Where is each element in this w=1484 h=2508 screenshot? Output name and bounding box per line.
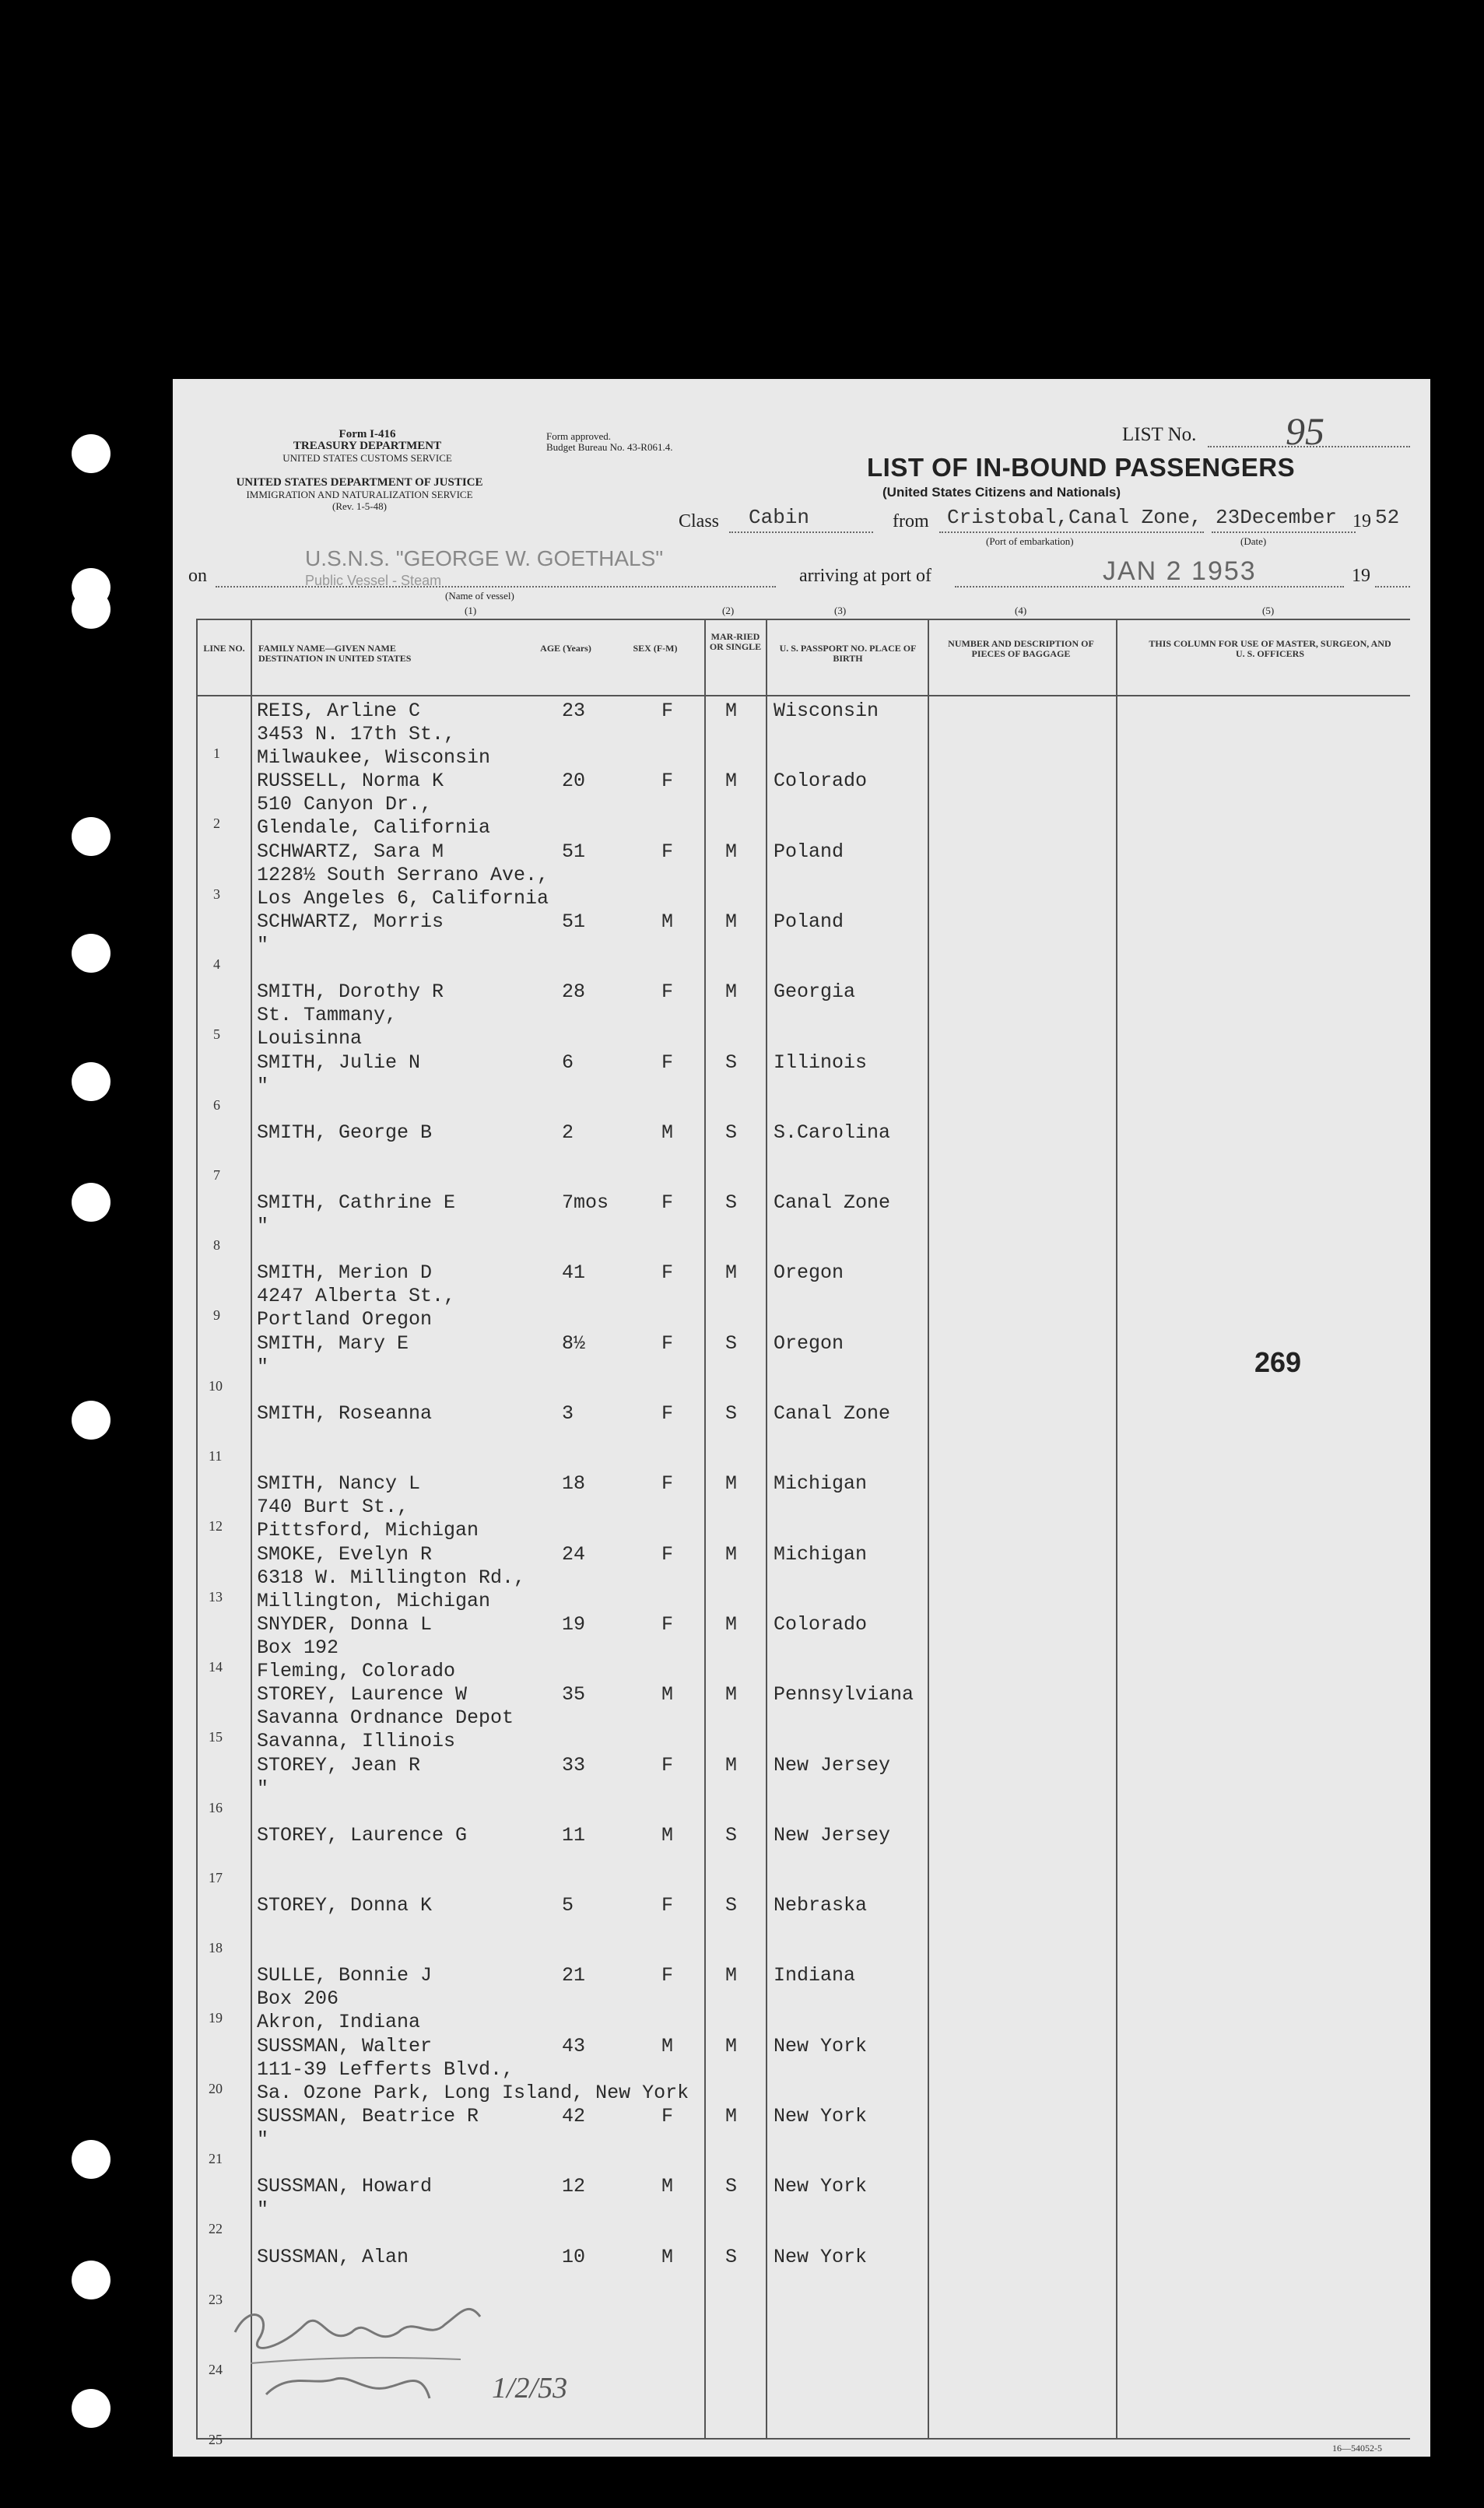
passenger-sex: M — [661, 1683, 674, 1706]
col-header-line-no: LINE NO. — [203, 643, 245, 654]
line-number: 15 — [209, 1729, 223, 1745]
passenger-marital: M — [725, 1964, 738, 1987]
col-header-baggage: NUMBER AND DESCRIPTION OF PIECES OF BAGGAGE — [948, 638, 1094, 659]
line-number: 1 — [213, 745, 220, 761]
passenger-age: 6 — [562, 1051, 574, 1074]
passenger-address-2: Savanna, Illinois — [257, 1730, 456, 1753]
col-divider — [704, 619, 706, 2440]
line-number: 23 — [209, 2291, 223, 2307]
form-number: Form I-416 — [339, 428, 396, 440]
col-header-name: FAMILY NAME—GIVEN NAME DESTINATION IN UNITED STATES — [258, 643, 412, 664]
vessel-name: U.S.N.S. "GEORGE W. GOETHALS" — [305, 546, 664, 570]
passenger-sex: F — [661, 2105, 674, 2127]
passenger-address-1: " — [257, 1355, 269, 1378]
passenger-sex: M — [661, 1121, 674, 1144]
passenger-sex: F — [661, 1964, 674, 1987]
passenger-address-1: " — [257, 933, 269, 956]
passenger-sex: M — [661, 2175, 674, 2198]
passenger-age: 18 — [562, 1472, 586, 1496]
passenger-age: 51 — [562, 910, 586, 933]
line-number: 14 — [209, 1658, 223, 1675]
passenger-birthplace: Canal Zone — [774, 1402, 891, 1425]
passenger-sex: F — [661, 1894, 674, 1917]
passenger-birthplace: Poland — [774, 840, 844, 863]
passenger-birthplace: Colorado — [774, 770, 868, 793]
passenger-sex: F — [661, 1542, 674, 1566]
passenger-age: 10 — [562, 2245, 586, 2268]
passenger-marital: M — [725, 910, 738, 933]
col-num-2: (2) — [722, 605, 735, 616]
passenger-marital: M — [725, 2034, 738, 2057]
passenger-marital: S — [725, 2175, 738, 2198]
passenger-sex: F — [661, 1472, 674, 1496]
passenger-birthplace: Poland — [774, 910, 844, 933]
arriving-label: arriving at port of — [799, 566, 931, 586]
punch-hole — [72, 2261, 111, 2299]
passenger-marital: M — [725, 2105, 738, 2127]
passenger-marital: M — [725, 1753, 738, 1777]
passenger-age: 12 — [562, 2175, 586, 2198]
passenger-sex: M — [661, 1823, 674, 1847]
col-divider — [1116, 619, 1117, 2440]
passenger-birthplace: Wisconsin — [774, 700, 879, 722]
passenger-address-2: Akron, Indiana — [257, 2011, 421, 2034]
passenger-name: STOREY, Laurence G — [257, 1823, 468, 1847]
class-line — [729, 531, 873, 533]
line-number: 6 — [213, 1096, 220, 1113]
passenger-name: SCHWARTZ, Morris — [257, 910, 444, 933]
passenger-marital: S — [725, 2245, 738, 2268]
passenger-sex: F — [661, 1331, 674, 1355]
passenger-marital: S — [725, 1894, 738, 1917]
passenger-address-2: Sa. Ozone Park, Long Island, New York — [257, 2081, 689, 2104]
passenger-birthplace: New York — [774, 2105, 868, 2127]
passenger-address-1: 510 Canyon Dr., — [257, 793, 433, 816]
revision: (Rev. 1-5-48) — [332, 500, 387, 512]
passenger-marital: M — [725, 1683, 738, 1706]
punch-hole — [72, 434, 111, 473]
passenger-sex: F — [661, 840, 674, 863]
passenger-birthplace: Nebraska — [774, 1894, 868, 1917]
from-label: from — [893, 511, 929, 531]
budget-bureau: Budget Bureau No. 43-R061.4. — [546, 441, 673, 453]
passenger-birthplace: New York — [774, 2175, 868, 2198]
passenger-age: 51 — [562, 840, 586, 863]
passenger-address-1: " — [257, 2198, 269, 2222]
passenger-marital: M — [725, 980, 738, 1004]
table-bottom-border — [196, 2438, 1410, 2440]
line-number: 10 — [209, 1377, 223, 1394]
col-divider — [928, 619, 929, 2440]
punch-hole — [72, 1062, 111, 1101]
passenger-name: SULLE, Bonnie J — [257, 1964, 433, 1987]
passenger-sex: F — [661, 1402, 674, 1425]
passenger-address-1: 4247 Alberta St., — [257, 1285, 456, 1308]
passenger-birthplace: New Jersey — [774, 1753, 891, 1777]
line-number: 18 — [209, 1940, 223, 1956]
passenger-address-1: 3453 N. 17th St., — [257, 723, 456, 745]
page-number: 269 — [1254, 1346, 1302, 1378]
passenger-marital: S — [725, 1823, 738, 1847]
ins-service: IMMIGRATION AND NATURALIZATION SERVICE — [246, 489, 473, 500]
passenger-name: SUSSMAN, Howard — [257, 2175, 433, 2198]
passenger-marital: M — [725, 840, 738, 863]
col-divider — [251, 619, 252, 2440]
vessel-note: Public Vessel - Steam — [305, 573, 442, 588]
passenger-birthplace: Illinois — [774, 1051, 868, 1074]
passenger-name: SMITH, George B — [257, 1121, 433, 1144]
passenger-sex: M — [661, 2245, 674, 2268]
passenger-name: REIS, Arline C — [257, 700, 421, 722]
passenger-age: 8½ — [562, 1331, 586, 1355]
passenger-age: 3 — [562, 1402, 574, 1425]
passenger-age: 11 — [562, 1823, 586, 1847]
line-number: 13 — [209, 1588, 223, 1605]
port-caption: (Port of embarkation) — [986, 535, 1074, 547]
passenger-address-1: Savanna Ordnance Depot — [257, 1706, 514, 1730]
col-num-5: (5) — [1262, 605, 1275, 616]
punch-hole — [72, 1401, 111, 1440]
passenger-birthplace: Pennsylviana — [774, 1683, 914, 1706]
passenger-age: 19 — [562, 1612, 586, 1636]
passenger-birthplace: Colorado — [774, 1612, 868, 1636]
passenger-marital: S — [725, 1051, 738, 1074]
line-number: 21 — [209, 2151, 223, 2166]
passenger-birthplace: New York — [774, 2245, 868, 2268]
col-num-4: (4) — [1015, 605, 1027, 616]
passenger-address-2: Milwaukee, Wisconsin — [257, 746, 491, 769]
passenger-name: SUSSMAN, Beatrice R — [257, 2105, 479, 2127]
form-approved: Form approved. — [546, 430, 612, 442]
line-number: 3 — [213, 886, 220, 902]
class-value: Cabin — [749, 506, 810, 529]
passenger-address-2: Fleming, Colorado — [257, 1659, 456, 1682]
passenger-name: STOREY, Jean R — [257, 1753, 421, 1777]
passenger-sex: F — [661, 1753, 674, 1777]
manifest-sheet — [173, 379, 1430, 2457]
passenger-sex: F — [661, 1261, 674, 1285]
line-number: 2 — [213, 816, 220, 832]
table-top-border — [196, 619, 1410, 620]
passenger-birthplace: New York — [774, 2034, 868, 2057]
passenger-marital: M — [725, 700, 738, 722]
passenger-address-1: St. Tammany, — [257, 1004, 398, 1027]
signature-mark — [204, 2270, 749, 2426]
line-number: 16 — [209, 1799, 223, 1815]
passenger-age: 35 — [562, 1683, 586, 1706]
page-title: LIST OF IN-BOUND PASSENGERS — [867, 453, 1296, 482]
passenger-marital: S — [725, 1402, 738, 1425]
list-no-value: 95 — [1286, 409, 1324, 453]
vessel-caption: (Name of vessel) — [445, 590, 514, 602]
passenger-address-2: Louisinna — [257, 1027, 363, 1051]
punch-hole — [72, 590, 111, 629]
year2-line — [1375, 586, 1410, 588]
passenger-age: 7mos — [562, 1191, 609, 1215]
passenger-address-2: Los Angeles 6, California — [257, 886, 549, 910]
passenger-name: SNYDER, Donna L — [257, 1612, 433, 1636]
table-left-border — [196, 619, 198, 2440]
passenger-age: 2 — [562, 1121, 574, 1144]
passenger-birthplace: Michigan — [774, 1472, 868, 1496]
class-label: Class — [679, 511, 720, 531]
punch-hole — [72, 934, 111, 973]
year-prefix: 19 — [1352, 511, 1371, 531]
passenger-address-1: 1228½ South Serrano Ave., — [257, 863, 549, 886]
col-header-officers: THIS COLUMN FOR USE OF MASTER, SURGEON, AND U. S. OFFICERS — [1149, 638, 1391, 659]
line-number: 24 — [209, 2361, 223, 2377]
passenger-marital: M — [725, 1472, 738, 1496]
passenger-address-2: Pittsford, Michigan — [257, 1519, 479, 1542]
line-number: 5 — [213, 1026, 220, 1043]
passenger-address-1: " — [257, 1777, 269, 1800]
on-label: on — [188, 566, 207, 586]
passenger-sex: F — [661, 1051, 674, 1074]
passenger-marital: M — [725, 1612, 738, 1636]
page-subtitle: (United States Citizens and Nationals) — [882, 485, 1121, 500]
passenger-name: SUSSMAN, Alan — [257, 2245, 409, 2268]
col-num-1: (1) — [465, 605, 477, 616]
treasury-dept: TREASURY DEPARTMENT — [293, 440, 442, 452]
passenger-address-2: Millington, Michigan — [257, 1589, 491, 1612]
passenger-sex: M — [661, 910, 674, 933]
passenger-birthplace: Georgia — [774, 980, 856, 1004]
passenger-sex: F — [661, 1612, 674, 1636]
footer-code: 16—54052-5 — [1332, 2443, 1382, 2454]
passenger-age: 43 — [562, 2034, 586, 2057]
passenger-name: SUSSMAN, Walter — [257, 2034, 433, 2057]
passenger-birthplace: Oregon — [774, 1331, 844, 1355]
year2-label: 19 — [1352, 566, 1370, 586]
passenger-name: SCHWARTZ, Sara M — [257, 840, 444, 863]
line-number: 12 — [209, 1518, 223, 1535]
passenger-address-1: Box 206 — [257, 1987, 339, 2011]
passenger-name: SMITH, Dorothy R — [257, 980, 444, 1004]
arrival-date-stamp: JAN 2 1953 — [1103, 556, 1257, 586]
passenger-address-1: " — [257, 1215, 269, 1238]
passenger-address-1: 740 Burt St., — [257, 1496, 409, 1519]
line-number: 19 — [209, 2010, 223, 2026]
port-value: Cristobal,Canal Zone, — [947, 506, 1202, 529]
passenger-name: SMITH, Julie N — [257, 1051, 421, 1074]
passenger-age: 20 — [562, 770, 586, 793]
passenger-name: SMITH, Cathrine E — [257, 1191, 456, 1215]
punch-hole — [72, 817, 111, 856]
passenger-name: STOREY, Donna K — [257, 1894, 433, 1917]
passenger-age: 42 — [562, 2105, 586, 2127]
table-header-border — [196, 695, 1410, 696]
passenger-age: 21 — [562, 1964, 586, 1987]
line-number: 20 — [209, 2080, 223, 2096]
passenger-marital: M — [725, 1542, 738, 1566]
passenger-name: SMITH, Merion D — [257, 1261, 433, 1285]
passenger-marital: M — [725, 770, 738, 793]
signature-date: 1/2/53 — [492, 2372, 568, 2405]
col-num-3: (3) — [834, 605, 847, 616]
passenger-name: RUSSELL, Norma K — [257, 770, 444, 793]
justice-dept: UNITED STATES DEPARTMENT OF JUSTICE — [236, 476, 483, 489]
col-header-age: AGE (Years) — [540, 643, 591, 654]
passenger-name: SMITH, Roseanna — [257, 1402, 433, 1425]
port-line — [939, 531, 1204, 533]
col-header-passport: U. S. PASSPORT NO. PLACE OF BIRTH — [779, 643, 917, 664]
line-number: 17 — [209, 1869, 223, 1885]
passenger-name: STOREY, Laurence W — [257, 1683, 468, 1706]
passenger-sex: F — [661, 700, 674, 722]
customs-service: UNITED STATES CUSTOMS SERVICE — [282, 452, 452, 464]
passenger-birthplace: New Jersey — [774, 1823, 891, 1847]
passenger-address-2: Portland Oregon — [257, 1308, 433, 1331]
col-header-married: MAR-RIED OR SINGLE — [709, 631, 762, 652]
passenger-marital: S — [725, 1331, 738, 1355]
punch-hole — [72, 2389, 111, 2428]
passenger-age: 5 — [562, 1894, 574, 1917]
passenger-marital: M — [725, 1261, 738, 1285]
passenger-sex: F — [661, 1191, 674, 1215]
line-number: 9 — [213, 1307, 220, 1324]
date-line — [1212, 531, 1356, 533]
passenger-sex: M — [661, 2034, 674, 2057]
vessel-line — [216, 586, 776, 588]
passenger-name: SMITH, Nancy L — [257, 1472, 421, 1496]
col-header-sex: SEX (F-M) — [633, 643, 678, 654]
passenger-name: SMITH, Mary E — [257, 1331, 409, 1355]
line-number: 22 — [209, 2221, 223, 2237]
passenger-birthplace: Michigan — [774, 1542, 868, 1566]
list-no-label: LIST No. — [1122, 424, 1197, 445]
passenger-birthplace: Indiana — [774, 1964, 856, 1987]
line-number: 7 — [213, 1166, 220, 1183]
punch-hole — [72, 1183, 111, 1222]
passenger-marital: S — [725, 1121, 738, 1144]
passenger-sex: F — [661, 770, 674, 793]
passenger-address-1: " — [257, 1074, 269, 1097]
passenger-name: SMOKE, Evelyn R — [257, 1542, 433, 1566]
line-number: 11 — [209, 1448, 223, 1464]
date-caption: (Date) — [1240, 535, 1267, 547]
line-number: 8 — [213, 1237, 220, 1254]
passenger-age: 28 — [562, 980, 586, 1004]
passenger-sex: F — [661, 980, 674, 1004]
passenger-birthplace: Canal Zone — [774, 1191, 891, 1215]
passenger-address-2: Glendale, California — [257, 816, 491, 840]
passenger-age: 41 — [562, 1261, 586, 1285]
date-value: 23December — [1216, 506, 1338, 529]
passenger-birthplace: Oregon — [774, 1261, 844, 1285]
passenger-birthplace: S.Carolina — [774, 1121, 891, 1144]
year-value: 52 — [1375, 506, 1400, 529]
passenger-address-1: 6318 W. Millington Rd., — [257, 1566, 526, 1589]
passenger-address-1: 111-39 Lefferts Blvd., — [257, 2057, 514, 2081]
passenger-age: 24 — [562, 1542, 586, 1566]
line-number: 25 — [209, 2432, 223, 2448]
passenger-address-1: Box 192 — [257, 1636, 339, 1659]
punch-hole — [72, 2140, 111, 2179]
passenger-marital: S — [725, 1191, 738, 1215]
passenger-age: 23 — [562, 700, 586, 722]
passenger-address-1: " — [257, 2128, 269, 2151]
col-divider — [766, 619, 767, 2440]
line-number: 4 — [213, 956, 220, 972]
passenger-age: 33 — [562, 1753, 586, 1777]
